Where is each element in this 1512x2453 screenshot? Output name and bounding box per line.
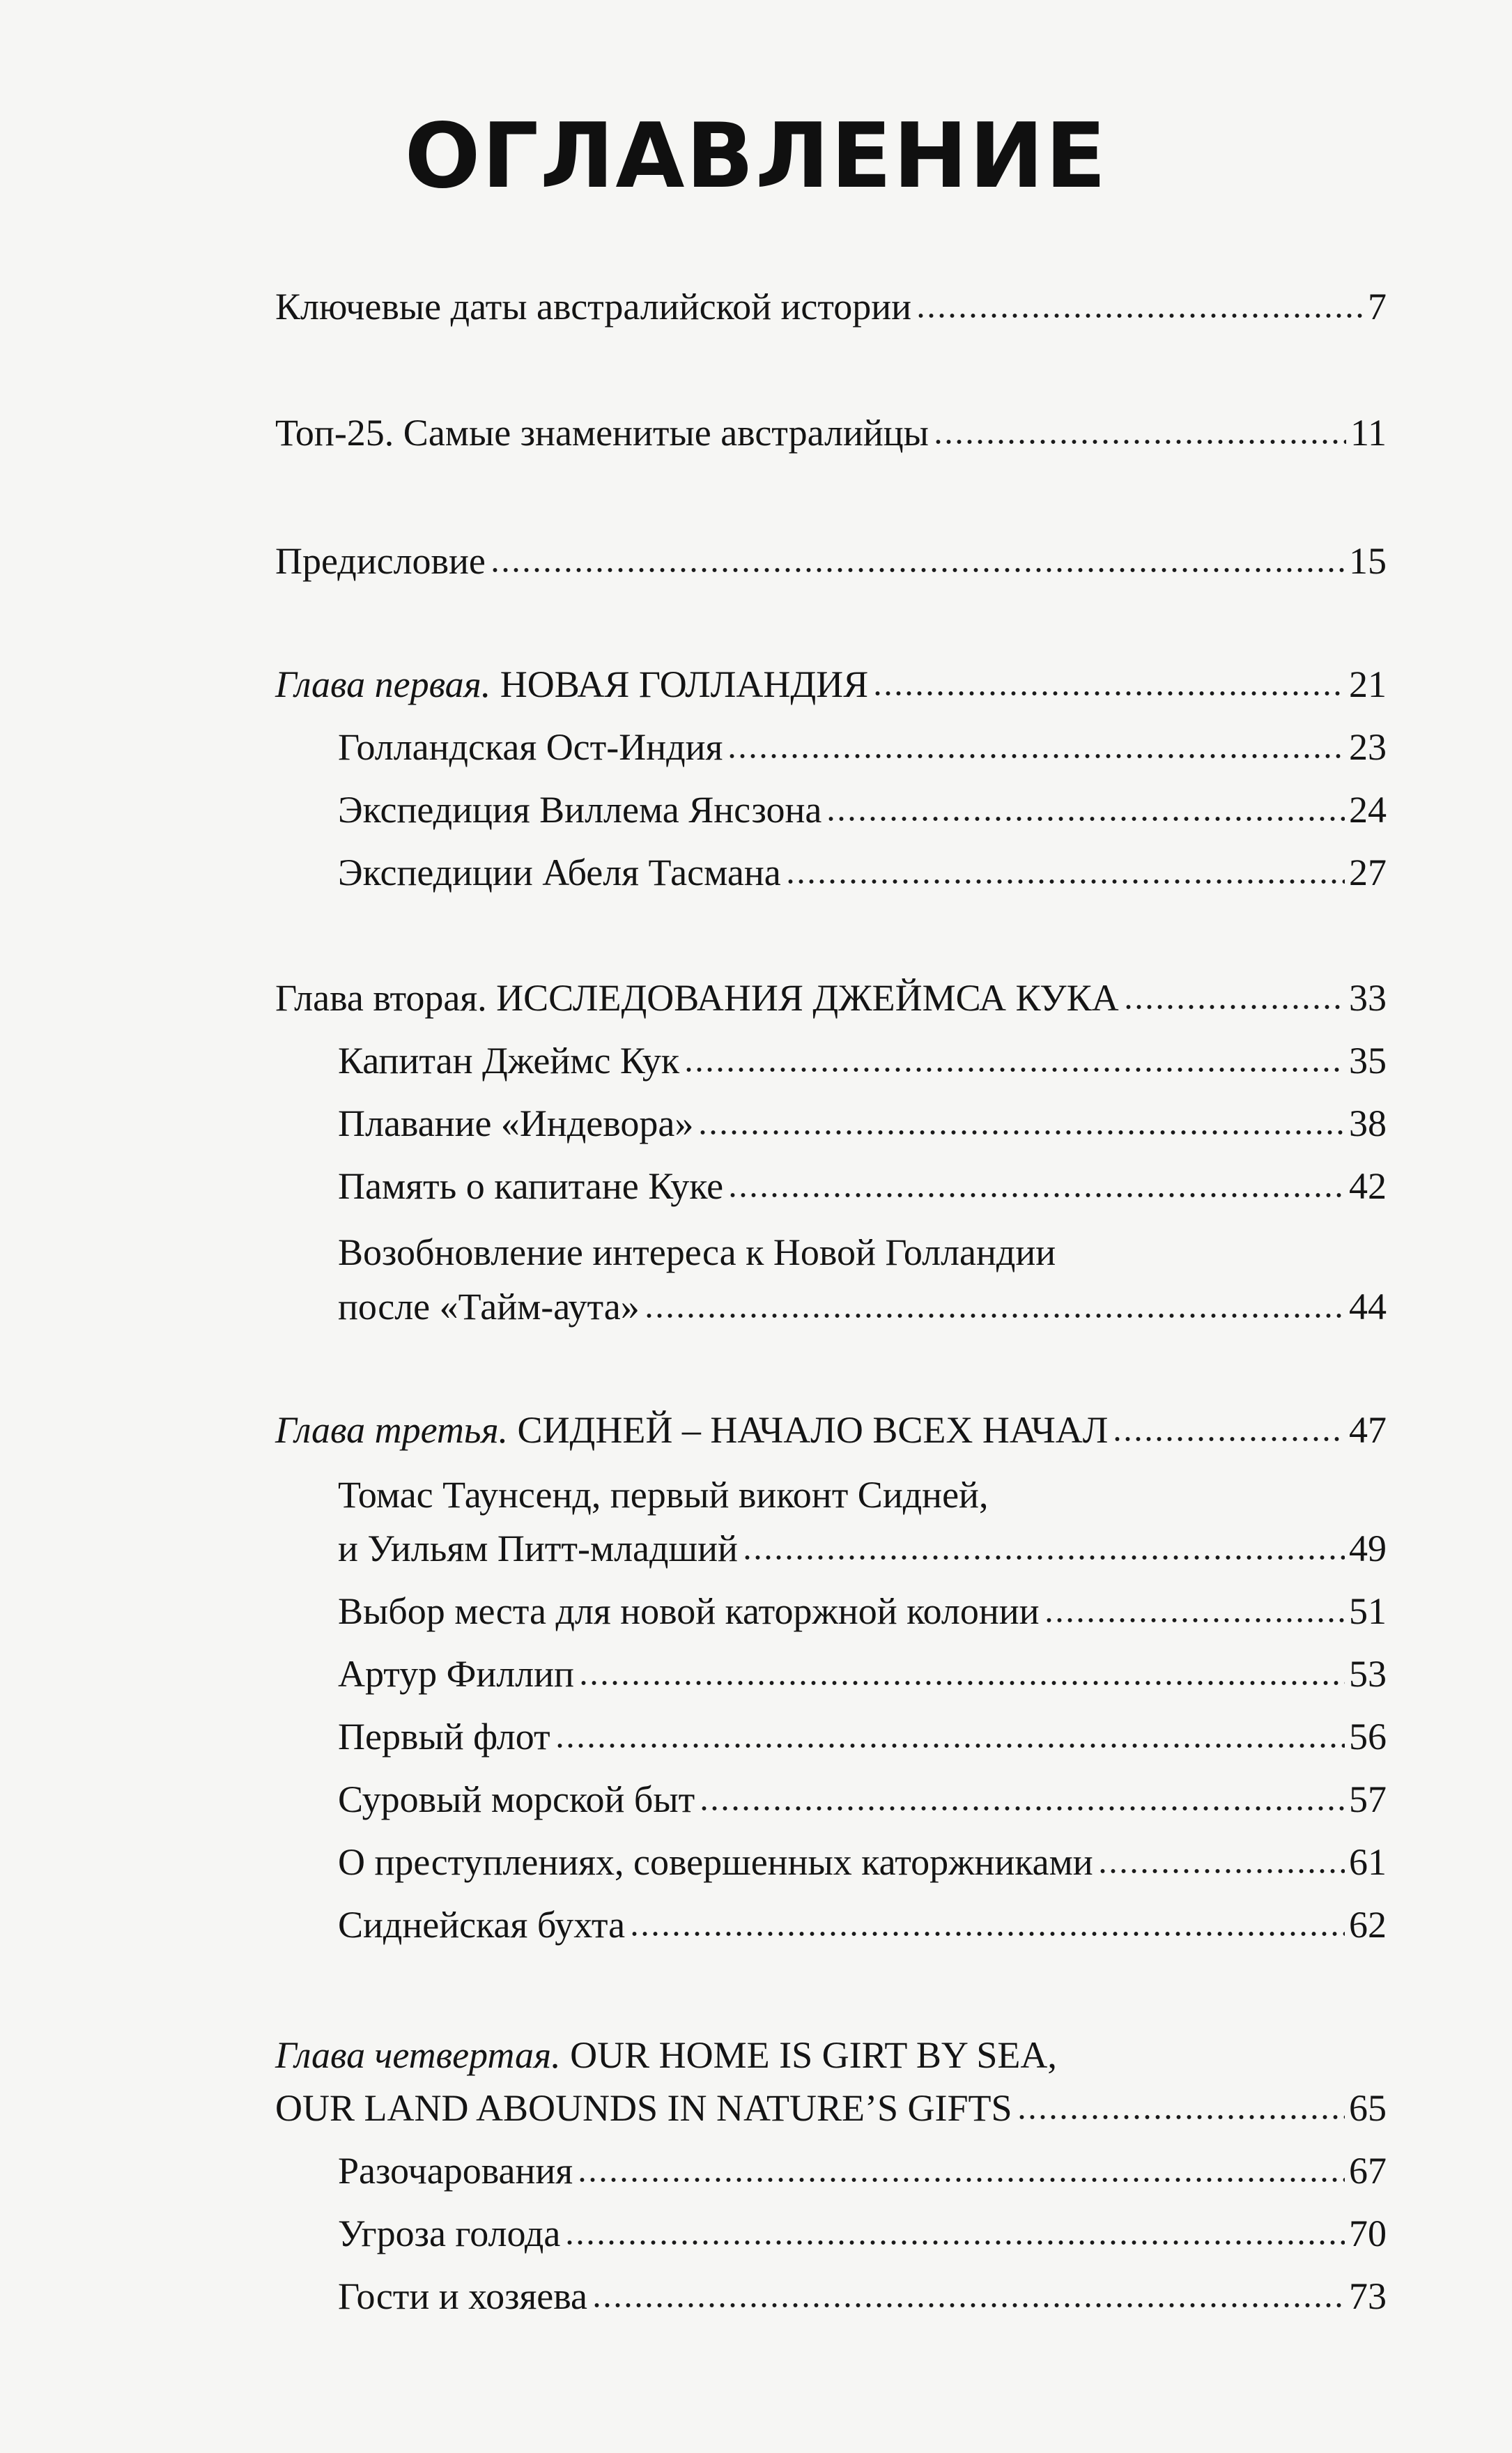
- toc-page-number: 57: [1349, 1778, 1387, 1820]
- toc-entry-label: Плавание «Индевора»: [338, 1102, 694, 1144]
- toc-entry-label: Экспедиция Виллема Янсзона: [338, 789, 822, 831]
- toc-section: [338, 1038, 1387, 1083]
- toc-section-line1: Томас Таунсенд, первый виконт Сидней,: [338, 1474, 989, 1516]
- toc-chapter-2: [275, 976, 1387, 1020]
- dot-leader: [592, 2302, 1345, 2309]
- dot-leader: [490, 567, 1345, 574]
- toc-entry-label: Выбор места для новой каторжной колонии: [338, 1590, 1040, 1632]
- toc-page-number: 33: [1349, 977, 1387, 1019]
- toc-section: [338, 1526, 1387, 1571]
- toc-section: [338, 850, 1387, 895]
- toc-entry-label: после «Тайм-аута»: [338, 1286, 640, 1328]
- chapter-title: OUR LAND ABOUNDS IN NATURE’S GIFTS: [275, 2087, 1012, 2129]
- dot-leader: [785, 878, 1345, 885]
- page-title: ОГЛАВЛЕНИЕ: [404, 105, 1108, 208]
- toc-section: [338, 1101, 1387, 1146]
- toc-page-number: 35: [1349, 1040, 1387, 1082]
- toc-page-number: 15: [1349, 540, 1387, 582]
- toc-entry-label: Голландская Ост-Индия: [338, 726, 723, 768]
- toc-entry-label: Гости и хозяева: [338, 2275, 588, 2317]
- toc-page-number: 23: [1349, 726, 1387, 768]
- toc-entry-label: Суровый морской быт: [338, 1778, 695, 1820]
- toc-page-number: 21: [1349, 663, 1387, 705]
- toc-page-number: 73: [1349, 2275, 1387, 2317]
- toc-entry-preface: [275, 539, 1387, 583]
- toc-page-number: 42: [1349, 1165, 1387, 1207]
- toc-page-number: 47: [1349, 1409, 1387, 1451]
- toc-section: [338, 2211, 1387, 2256]
- toc-entry-label: Артур Филлип: [338, 1653, 574, 1695]
- toc-page-number: 44: [1349, 1286, 1387, 1328]
- toc-entry-label: Первый флот: [338, 1716, 550, 1758]
- toc-entry-label: Капитан Джеймс Кук: [338, 1040, 680, 1082]
- toc-page-number: 24: [1349, 789, 1387, 831]
- dot-leader: [699, 1805, 1345, 1812]
- dot-leader: [1017, 2114, 1345, 2121]
- toc-entry-label: Ключевые даты австралийской истории: [275, 286, 912, 328]
- toc-chapter-3: [275, 1408, 1387, 1452]
- toc-entry-key-dates: [275, 284, 1387, 329]
- toc-page-number: 51: [1349, 1590, 1387, 1632]
- toc-section: [338, 787, 1387, 832]
- toc-page-number: 11: [1350, 412, 1387, 454]
- chapter-prefix: Глава третья.: [275, 1409, 509, 1451]
- toc-section: [338, 1714, 1387, 1759]
- dot-leader: [555, 1742, 1345, 1749]
- dot-leader: [742, 1554, 1345, 1561]
- toc-section: [338, 2148, 1387, 2193]
- dot-leader: [644, 1312, 1345, 1319]
- toc-page-number: 70: [1349, 2213, 1387, 2254]
- toc-page-number: 61: [1349, 1841, 1387, 1883]
- toc-page-number: 27: [1349, 852, 1387, 893]
- dot-leader: [933, 438, 1346, 445]
- dot-leader: [684, 1066, 1345, 1073]
- dot-leader: [578, 1679, 1345, 1686]
- toc-page-number: 65: [1349, 2087, 1387, 2129]
- toc-entry-label: Угроза голода: [338, 2213, 561, 2254]
- toc-page-number: 62: [1349, 1904, 1387, 1946]
- toc-entry-label: Память о капитане Куке: [338, 1165, 724, 1207]
- dot-leader: [564, 2239, 1345, 2246]
- toc-section: [338, 1902, 1387, 1947]
- toc-page-number: 7: [1368, 286, 1387, 328]
- dot-leader: [916, 312, 1364, 319]
- toc-section: [338, 1777, 1387, 1822]
- toc-entry-label: Предисловие: [275, 540, 486, 582]
- toc-page-number: 53: [1349, 1653, 1387, 1695]
- toc-section: [338, 1589, 1387, 1633]
- chapter-title: НОВАЯ ГОЛЛАНДИЯ: [500, 663, 869, 705]
- dot-leader: [629, 1930, 1345, 1937]
- dot-leader: [1123, 1004, 1345, 1010]
- dot-leader: [1097, 1868, 1345, 1875]
- toc-section: [338, 1840, 1387, 1884]
- dot-leader: [577, 2176, 1345, 2183]
- toc-chapter-4-line1: [275, 2033, 1057, 2077]
- toc-page-number: 67: [1349, 2150, 1387, 2192]
- toc-page-number: 49: [1349, 1528, 1387, 1569]
- toc-section: [338, 1652, 1387, 1696]
- dot-leader: [697, 1129, 1345, 1136]
- dot-leader: [1112, 1436, 1345, 1443]
- chapter-prefix: Глава четвертая.: [275, 2034, 561, 2076]
- dot-leader: [872, 690, 1345, 697]
- chapter-title: СИДНЕЙ – НАЧАЛО ВСЕХ НАЧАЛ: [517, 1409, 1109, 1451]
- dot-leader: [727, 1192, 1345, 1199]
- dot-leader: [727, 753, 1345, 760]
- dot-leader: [826, 815, 1345, 822]
- chapter-prefix: Глава первая.: [275, 663, 491, 705]
- chapter-title: Глава вторая. ИССЛЕДОВАНИЯ ДЖЕЙМСА КУКА: [275, 977, 1119, 1019]
- toc-section: [338, 725, 1387, 769]
- toc-section: [338, 2274, 1387, 2319]
- toc-entry-label: О преступлениях, совершенных каторжниками: [338, 1841, 1093, 1883]
- toc-entry-label: Разочарования: [338, 2150, 573, 2192]
- toc-entry-label: и Уильям Питт-младший: [338, 1528, 738, 1569]
- toc-section: [338, 1284, 1387, 1329]
- toc-section: [338, 1164, 1387, 1208]
- toc-page-number: 38: [1349, 1102, 1387, 1144]
- toc-chapter-1: [275, 662, 1387, 707]
- dot-leader: [1044, 1617, 1345, 1624]
- toc-entry-label: Сиднейская бухта: [338, 1904, 626, 1946]
- chapter-title-line1: OUR HOME IS GIRT BY SEA,: [570, 2034, 1057, 2076]
- toc-chapter-4: [275, 2086, 1387, 2130]
- toc-page-number: 56: [1349, 1716, 1387, 1758]
- toc-entry-label: Экспедиции Абеля Тасмана: [338, 852, 781, 893]
- toc-section-line1: Возобновление интереса к Новой Голландии: [338, 1231, 1056, 1273]
- toc-entry-label: Топ-25. Самые знаменитые австралийцы: [275, 412, 929, 454]
- toc-entry-top25: [275, 410, 1387, 455]
